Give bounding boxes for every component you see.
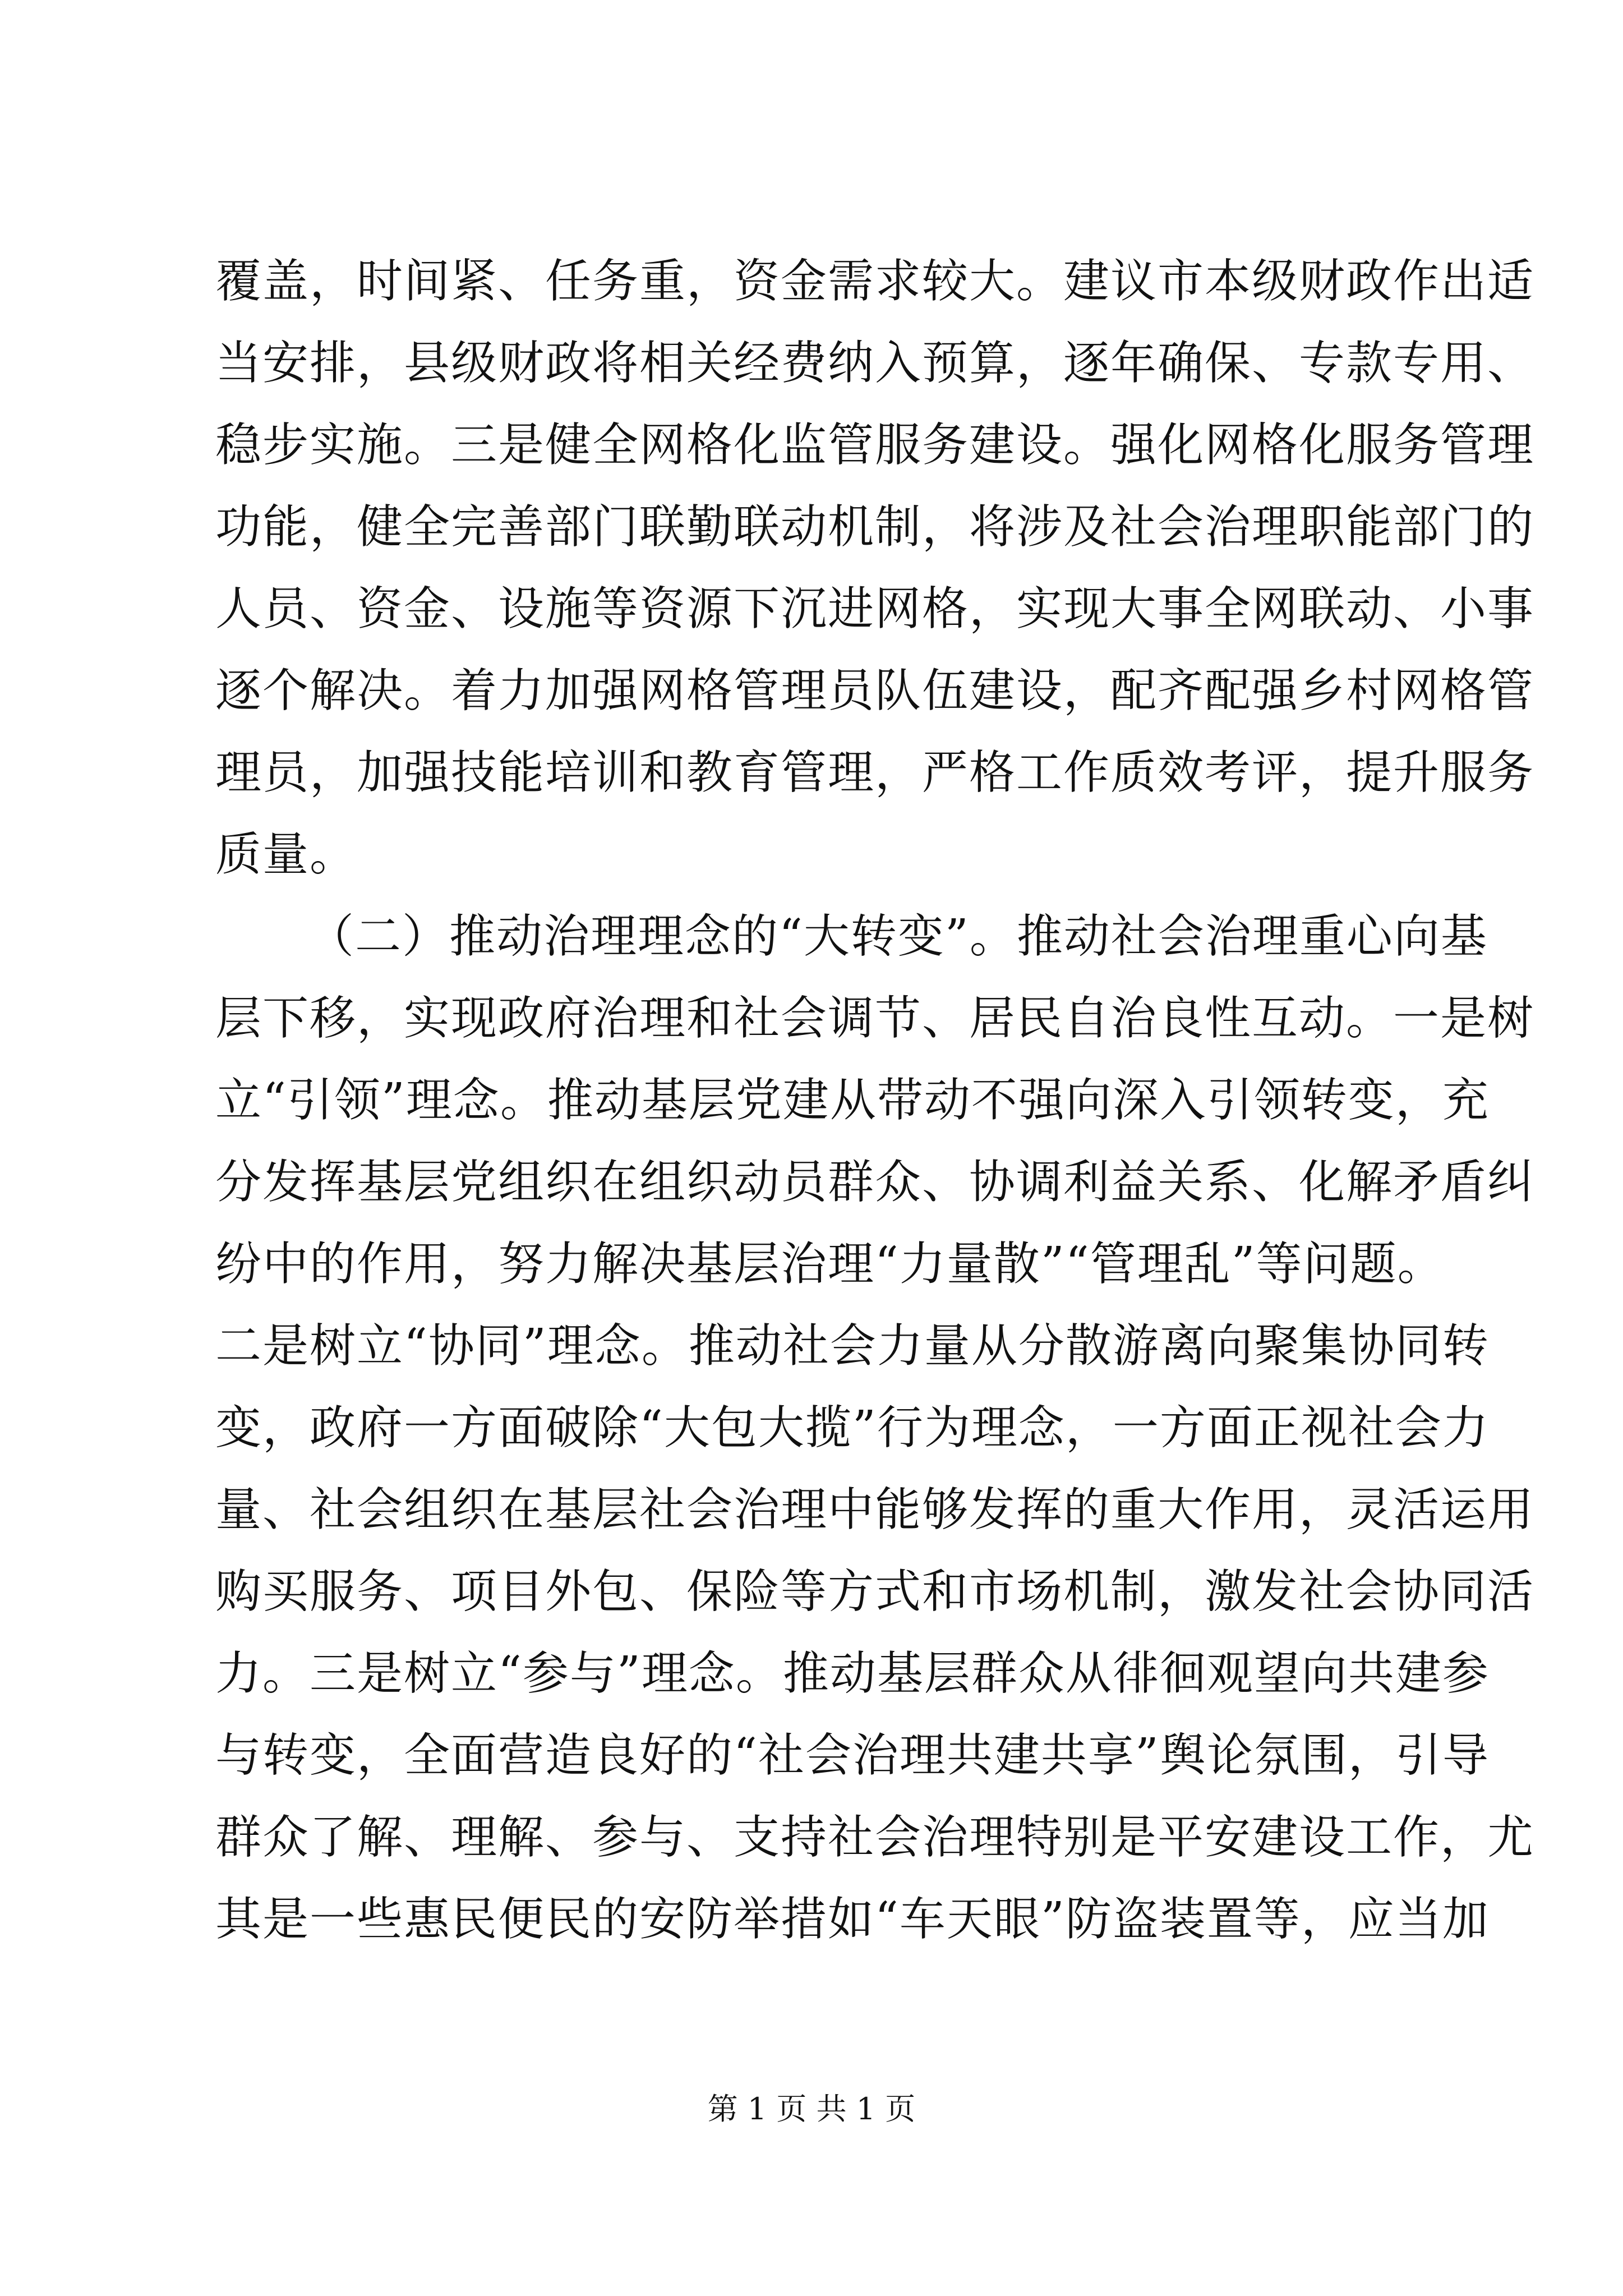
page-number-footer: 第 1 页 共 1 页	[707, 2091, 916, 2127]
text-line: 纷中的作用，努力解决基层治理“力量散”“管理乱”等问题。	[215, 1237, 1445, 1291]
text-line: 逐个解决。着力加强网格管理员队伍建设，配齐配强乡村网格管	[215, 664, 1535, 717]
text-line: 分发挥基层党组织在组织动员群众、协调利益关系、化解矛盾纠	[215, 1156, 1535, 1209]
text-line: 层下移，实现政府治理和社会调节、居民自治良性互动。一是树	[215, 992, 1535, 1045]
text-line: 力。三是树立“参与”理念。推动基层群众从徘徊观望向共建参	[215, 1647, 1490, 1700]
text-line: 立“引领”理念。推动基层党建从带动不强向深入引领转变，充	[215, 1074, 1490, 1127]
text-line: 人员、资金、设施等资源下沉进网格，实现大事全网联动、小事	[215, 582, 1535, 636]
text-line: 理员，加强技能培训和教育管理，严格工作质效考评，提升服务	[215, 746, 1535, 799]
text-line: 稳步实施。三是健全网格化监管服务建设。强化网格化服务管理	[215, 418, 1535, 472]
text-line: 变，政府一方面破除“大包大揽”行为理念，一方面正视社会力	[215, 1401, 1490, 1455]
text-line: 功能，健全完善部门联勤联动机制，将涉及社会治理职能部门的	[215, 500, 1535, 554]
paragraph-start-line: （二）推动治理理念的“大转变”。推动社会治理重心向基	[308, 910, 1488, 963]
text-line: 其是一些惠民便民的安防举措如“车天眼”防盗装置等，应当加	[215, 1893, 1490, 1946]
text-line: 当安排，县级财政将相关经费纳入预算，逐年确保、专款专用、	[215, 337, 1535, 390]
text-line: 质量。	[215, 828, 357, 881]
text-line: 量、社会组织在基层社会治理中能够发挥的重大作用，灵活运用	[215, 1483, 1535, 1536]
text-line: 二是树立“协同”理念。推动社会力量从分散游离向聚集协同转	[215, 1319, 1490, 1373]
text-line: 购买服务、项目外包、保险等方式和市场机制，激发社会协同活	[215, 1565, 1535, 1618]
text-line: 与转变，全面营造良好的“社会治理共建共享”舆论氛围，引导	[215, 1729, 1490, 1782]
text-line: 群众了解、理解、参与、支持社会治理特别是平安建设工作，尤	[215, 1811, 1535, 1864]
text-line: 覆盖，时间紧、任务重，资金需求较大。建议市本级财政作出适	[215, 255, 1535, 308]
